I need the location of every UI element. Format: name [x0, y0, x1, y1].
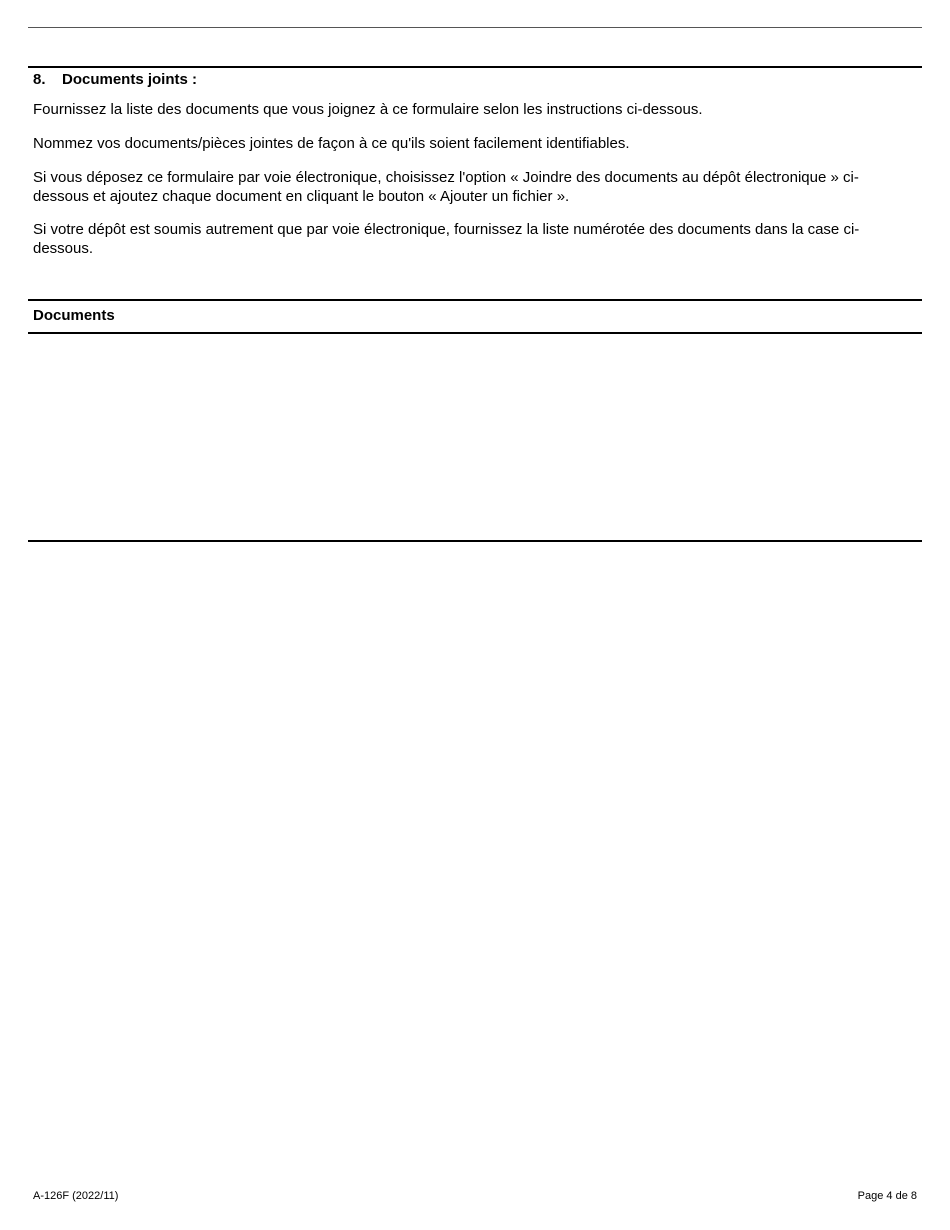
- section-divider: [28, 66, 922, 68]
- top-divider: [28, 27, 922, 28]
- section-title: Documents joints :: [62, 71, 198, 88]
- instruction-paragraph: Fournissez la liste des documents que vous joignez à ce formulaire selon les instructions ci-dessous.: [33, 101, 703, 118]
- documents-bottom-divider: [28, 540, 922, 542]
- instruction-paragraph: Nommez vos documents/pièces jointes de façon à ce qu'ils soient facilement identifiables.: [33, 135, 630, 152]
- instruction-paragraph: Si votre dépôt est soumis autrement que par voie électronique, fournissez la liste numérotée des documents dans la case ci-dessous.: [33, 221, 860, 257]
- section-heading: [33, 70, 197, 89]
- documents-label: Documents: [33, 307, 115, 324]
- instruction-paragraph: Si vous déposez ce formulaire par voie électronique, choisissez l'option « Joindre des documents au dépôt électronique » ci-dessous et ajoutez chaque document en cliquant le bouton « Ajouter un fichier ».: [33, 169, 859, 205]
- documents-top-divider: [28, 299, 922, 301]
- documents-field[interactable]: [28, 334, 922, 540]
- section-number: 8.: [33, 71, 46, 88]
- page-number: Page 4 de 8: [857, 1190, 917, 1202]
- form-identifier: A-126F (2022/11): [33, 1190, 119, 1202]
